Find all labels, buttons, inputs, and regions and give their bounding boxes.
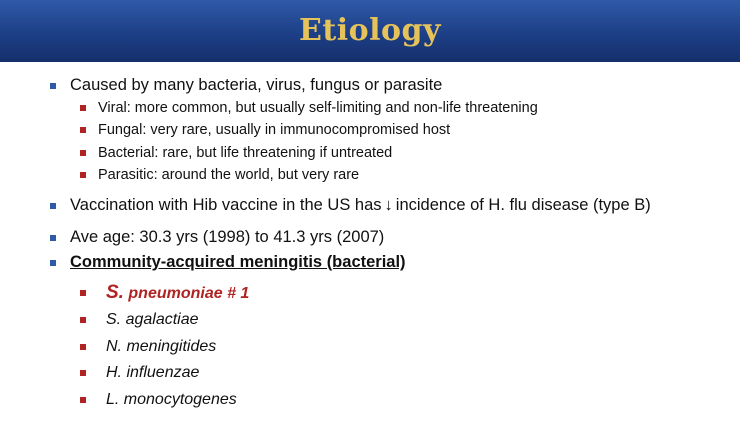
organism-item-pneumoniae: [80, 282, 249, 304]
bullet-text-end: incidence of H. flu disease (type B): [395, 196, 651, 214]
bullet-text: Bacterial: rare, but life threatening if untreated: [98, 145, 393, 161]
bullet-text: Ave age: 30.3 yrs (1998) to 41.3 yrs (2007): [70, 228, 385, 246]
bullet-marker: [80, 290, 86, 296]
bullet-marker: [80, 317, 86, 323]
sub-bullet-parasitic: [80, 167, 359, 183]
bullet-text: Parasitic: around the world, but very rare: [98, 167, 360, 183]
bullet-text: Community-acquired meningitis (bacterial): [70, 253, 406, 271]
sub-bullet-fungal: [80, 122, 450, 138]
bullet-marker: [80, 397, 86, 403]
organism-name: N. meningitides: [106, 338, 217, 355]
bullet-text: Caused by many bacteria, virus, fungus or parasite: [70, 76, 443, 94]
bullet-text-start: Vaccination with Hib vaccine in the US has: [70, 196, 382, 214]
organism-genus: S.: [106, 282, 124, 303]
bullet-causes: [50, 76, 442, 95]
bullet-marker: [80, 172, 86, 178]
organism-highlight: [106, 282, 249, 304]
bullet-marker: [50, 260, 56, 266]
bullet-marker: [80, 105, 86, 111]
bullet-vaccination: [50, 196, 651, 215]
bullet-marker: [80, 370, 86, 376]
bullet-marker: [50, 83, 56, 89]
organism-rest: pneumoniae # 1: [128, 285, 250, 302]
sub-bullet-viral: [80, 100, 538, 116]
sub-bullet-bacterial: [80, 145, 392, 161]
organism-item: [80, 338, 216, 356]
bullet-text: Fungal: very rare, usually in immunocompromised host: [98, 122, 451, 138]
organism-item: [80, 311, 199, 329]
bullet-marker: [80, 344, 86, 350]
organism-item: [80, 364, 199, 382]
slide-title: Etiology: [299, 12, 441, 48]
organism-name: L. monocytogenes: [106, 391, 237, 408]
bullet-marker: [50, 203, 56, 209]
organism-name: S. agalactiae: [106, 311, 199, 328]
bullet-text: Viral: more common, but usually self-limiting and non-life threatening: [98, 100, 538, 116]
bullet-marker: [80, 150, 86, 156]
organism-item: [80, 391, 237, 409]
organism-name: H. influenzae: [106, 364, 200, 381]
bullet-marker: [80, 127, 86, 133]
bullet-community: [50, 253, 406, 272]
down-arrow-icon: ↓: [384, 196, 393, 214]
bullet-age: [50, 228, 384, 247]
title-bar: [0, 0, 740, 62]
bullet-marker: [50, 235, 56, 241]
